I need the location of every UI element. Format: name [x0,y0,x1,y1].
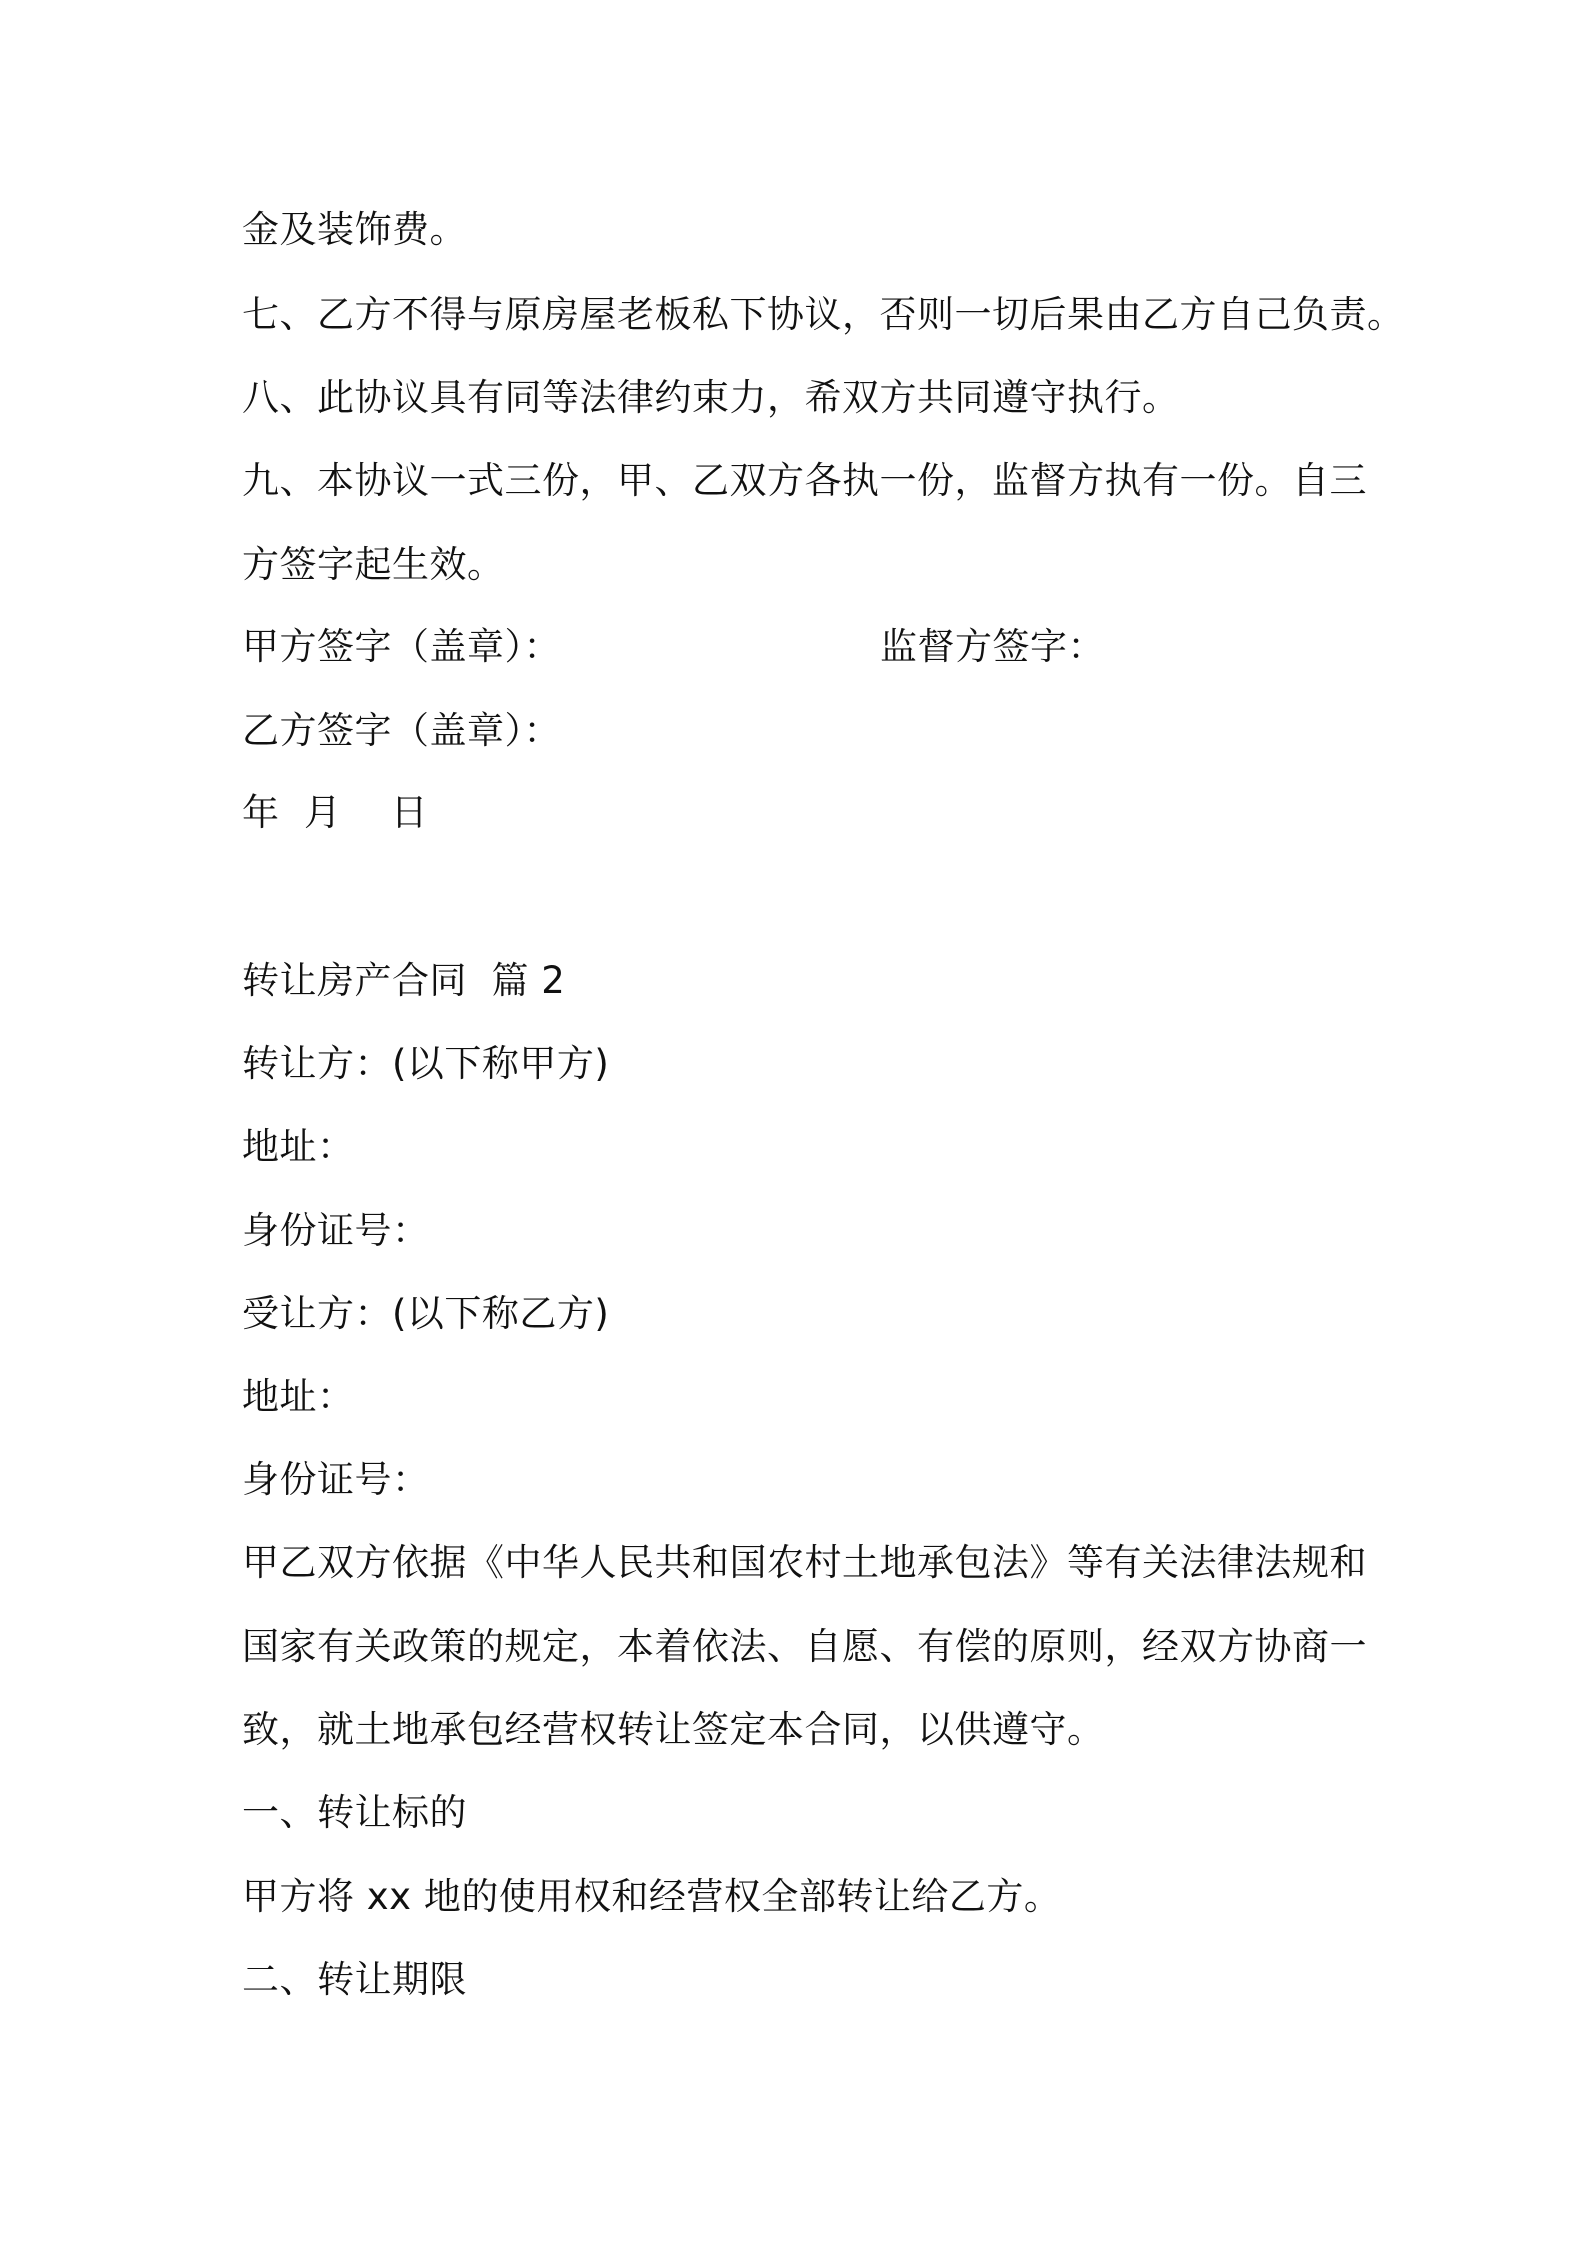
paragraph-continuation: 金及装饰费。 [242,208,467,251]
section-1-text: 甲方将 xx 地的使用权和经营权全部转让给乙方。 [242,1875,1062,1918]
clause-9-line-1: 九、本协议一式三份，甲、乙双方各执一份，监督方执有一份。自三 [242,459,1367,502]
signature-party-b: 乙方签字（盖章）： [242,709,561,752]
transferor-id-number: 身份证号： [242,1209,430,1252]
preamble-line-2: 国家有关政策的规定，本着依法、自愿、有偿的原则，经双方协商一 [242,1625,1367,1668]
signature-date: 年 月 日 [242,791,429,834]
clause-7: 七、乙方不得与原房屋老板私下协议，否则一切后果由乙方自己负责。 [242,293,1405,336]
preamble-line-1: 甲乙双方依据《中华人民共和国农村土地承包法》等有关法律法规和 [242,1541,1367,1584]
transferee-address: 地址： [242,1375,355,1418]
section-2-heading: 二、转让期限 [242,1958,467,2001]
preamble-line-3: 致，就土地承包经营权转让签定本合同，以供遵守。 [242,1708,1105,1751]
contract-title: 转让房产合同 篇 2 [242,959,566,1002]
clause-9-line-2: 方签字起生效。 [242,543,505,586]
signature-supervisor: 监督方签字： [880,625,1105,668]
signature-party-a: 甲方签字（盖章）： [242,625,561,668]
transferor-address: 地址： [242,1125,355,1168]
clause-8: 八、此协议具有同等法律约束力，希双方共同遵守执行。 [242,376,1180,419]
transferee-line: 受让方：(以下称乙方) [242,1292,610,1335]
transferor-line: 转让方：(以下称甲方) [242,1042,610,1085]
transferee-id-number: 身份证号： [242,1458,430,1501]
section-1-heading: 一、转让标的 [242,1791,467,1834]
